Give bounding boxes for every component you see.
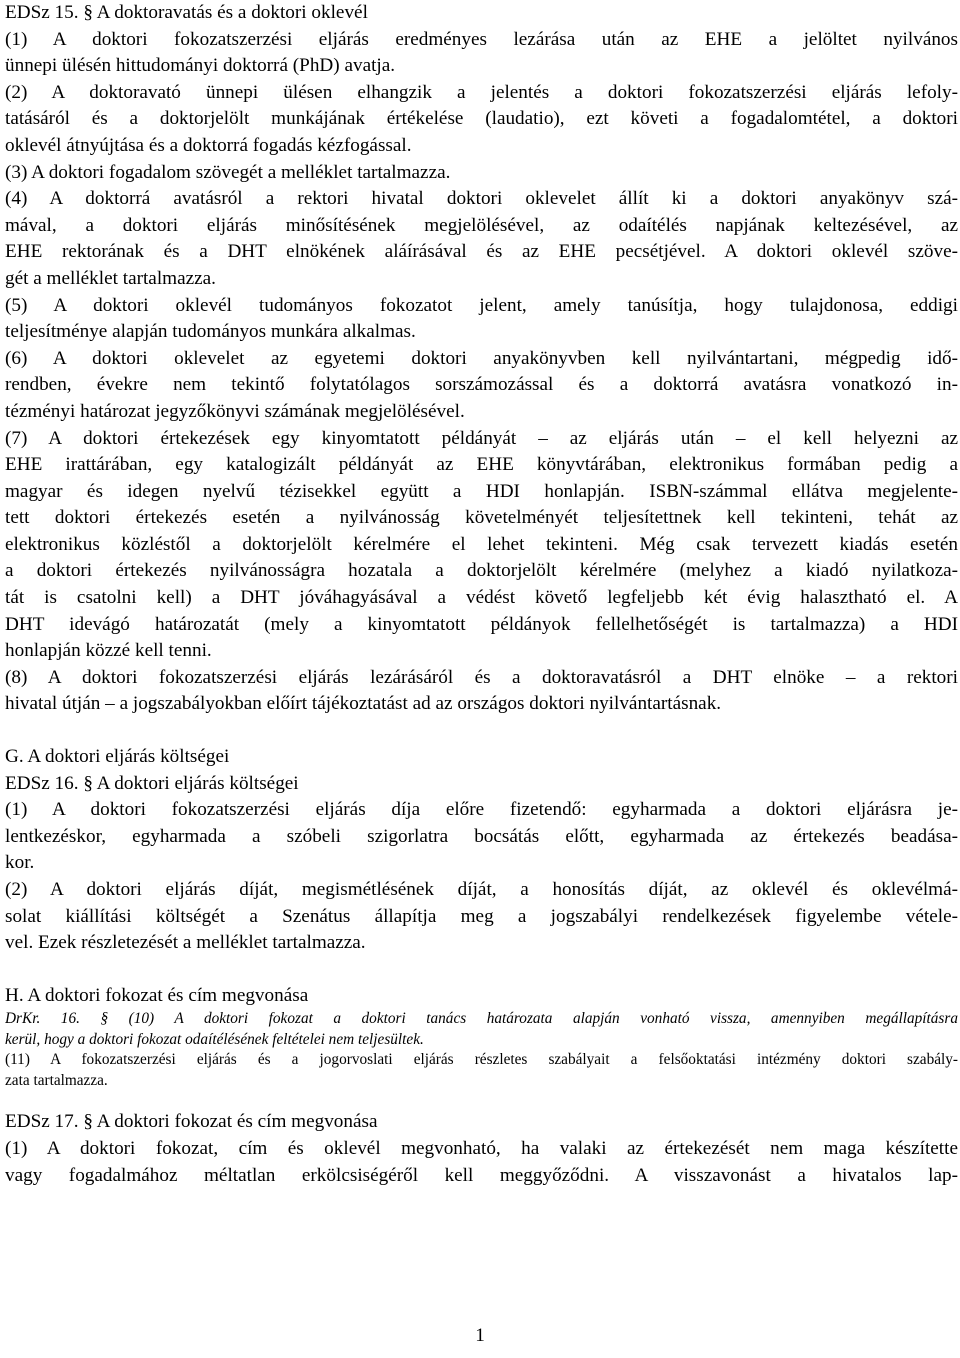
paragraph-line: rendben, évekre nem tekintő folytatólagos sorszámozással és a doktorrá avatásra vonatkozó in- — [5, 374, 958, 396]
paragraph-line: (1) A doktori fokozatszerzési eljárás díja előre fizetendő: egyharmada a doktori eljárásra je- — [5, 799, 958, 821]
spacer — [5, 957, 958, 983]
paragraph-line: mával, a doktori eljárás minősítésének megjelölésével, az odaítélés napjának keltezésével, az — [5, 214, 958, 236]
paragraph-line: elektronikus közléstől a doktorjelölt kérelmére el lehet tekinteni. Még csak tervezett kiadás esetén — [5, 533, 958, 555]
paragraph-line: (6) A doktori oklevelet az egyetemi doktori anyakönyvben kell nyilvántartani, mégpedig idő- — [5, 347, 958, 369]
paragraph-line: a doktori értekezés nyilvánosságra hozatala a doktorjelölt kérelmére (melyhez a kiadó nyilatkoza- — [5, 560, 958, 582]
paragraph-line: EHE irattárában, egy katalogizált példányát az EHE könyvtárában, elektronikus formában pedig a — [5, 454, 958, 476]
paragraph-line: kor. — [5, 852, 35, 874]
paragraph-line: (4) A doktorrá avatásról a rektori hivatal doktori oklevelet állít ki a doktori anyakönyv szá- — [5, 188, 958, 210]
paragraph-line: (5) A doktori oklevél tudományos fokozatot jelent, amely tanúsítja, hogy tulajdonosa, eddigi — [5, 294, 958, 316]
paragraph-line: (8) A doktori fokozatszerzési eljárás lezárásáról és a doktoravatásról a DHT elnöke – a rektori — [5, 666, 958, 688]
document-page — [5, 0, 958, 1189]
paragraph-line: (3) A doktori fogadalom szövegét a melléklet tartalmazza. — [5, 161, 451, 183]
paragraph-line: solat kiállítási költségét a Szenátus állapítja meg a jogszabályi rendelkezések figyelembe vétele- — [5, 905, 958, 927]
paragraph-line: lentkezéskor, egyharmada a szóbeli szigorlatra bocsátás előtt, egyharmada az értekezés beadása- — [5, 825, 958, 847]
section-heading-edsz17: EDSz 17. § A doktori fokozat és cím megvonása — [5, 1111, 378, 1133]
section-title-h: H. A doktori fokozat és cím megvonása — [5, 984, 309, 1006]
paragraph-line: (2) A doktoravató ünnepi ülésen elhangzik a jelentés a doktori fokozatszerzési eljárás lefoly- — [5, 81, 958, 103]
drkr-quote-line: kerül, hogy a doktori fokozat odaítélésének feltételei nem teljesültek. — [5, 1030, 424, 1048]
paragraph-line: gét a melléklet tartalmazza. — [5, 267, 216, 289]
paragraph-line: hivatal útján – a jogszabályokban előírt tájékoztatást ad az országos doktori nyilvántartásnak. — [5, 693, 722, 715]
paragraph-line: tézményi határozat jegyzőkönyvi számának megjelölésével. — [5, 400, 465, 422]
paragraph-line: magyar és idegen nyelvű tézisekkel együtt a HDI honlapján. ISBN-számmal ellátva megjelente- — [5, 480, 958, 502]
paragraph-line: (2) A doktori eljárás díját, megismétlésének díját, a honosítás díját, az oklevél és oklevélmá- — [5, 879, 958, 900]
spacer — [5, 718, 958, 744]
paragraph-line: (1) A doktori fokozat, cím és oklevél megvonható, ha valaki az értekezését nem maga készítette — [5, 1137, 958, 1159]
paragraph-line: teljesítménye alapján tudományos munkára alkalmas. — [5, 321, 416, 343]
paragraph-line: oklevél átnyújtása és a doktorrá fogadás kézfogással. — [5, 134, 412, 156]
paragraph-line: (1) A doktori fokozatszerzési eljárás eredményes lezárása után az EHE a jelöltet nyilvános — [5, 28, 958, 50]
section-title-g: G. A doktori eljárás költségei — [5, 746, 230, 768]
paragraph-line: ünnepi ülésén hittudományi doktorrá (PhD) avatja. — [5, 55, 396, 77]
paragraph-line: tatásáról és a doktorjelölt munkájának értékelése (laudatio), ezt követi a fogadalomtétel, a doktori — [5, 108, 958, 130]
note-line: (11) A fokozatszerzési eljárás és a jogorvoslati eljárás részletes szabályait a felsőoktatási intézmény doktori szabály- — [5, 1051, 958, 1069]
paragraph-line: DHT idevágó határozatát (mely a kinyomtatott példányok fellelhetőségét is tartalmazza) a HDI — [5, 613, 958, 635]
section-heading-edsz16: EDSz 16. § A doktori eljárás költségei — [5, 772, 299, 794]
paragraph-line: tát is csatolni kell) a DHT jóváhagyásával a védést követő legfeljebb két évig halasztható el. A — [5, 587, 958, 609]
paragraph-line: tett doktori értekezés esetén a nyilvánosság követelményét teljesítettnek kell tekinteni, tehát az — [5, 507, 958, 529]
spacer — [5, 1091, 958, 1109]
paragraph-line: EHE rektorának és a DHT elnökének aláírásával és az EHE pecsétjével. A doktori oklevél szöve- — [5, 241, 958, 263]
page-number: 1 — [475, 1325, 485, 1346]
paragraph-line: vel. Ezek részletezését a melléklet tartalmazza. — [5, 932, 366, 954]
paragraph-line: (7) A doktori értekezések egy kinyomtatott példányát – az eljárás után – el kell helyezni az — [5, 427, 958, 449]
paragraph-line: vagy fogadalmához méltatlan erkölcsiségéről kell meggyőződni. A visszavonást a hivatalos lap- — [5, 1164, 958, 1186]
paragraph-line: honlapján közzé kell tenni. — [5, 640, 212, 662]
note-line: zata tartalmazza. — [5, 1071, 108, 1089]
drkr-quote-line: DrKr. 16. § (10) A doktori fokozat a doktori tanács határozata alapján vonható vissza, amennyiben megállapításra — [5, 1010, 958, 1028]
section-heading-edsz15: EDSz 15. § A doktoravatás és a doktori oklevél — [5, 2, 368, 23]
